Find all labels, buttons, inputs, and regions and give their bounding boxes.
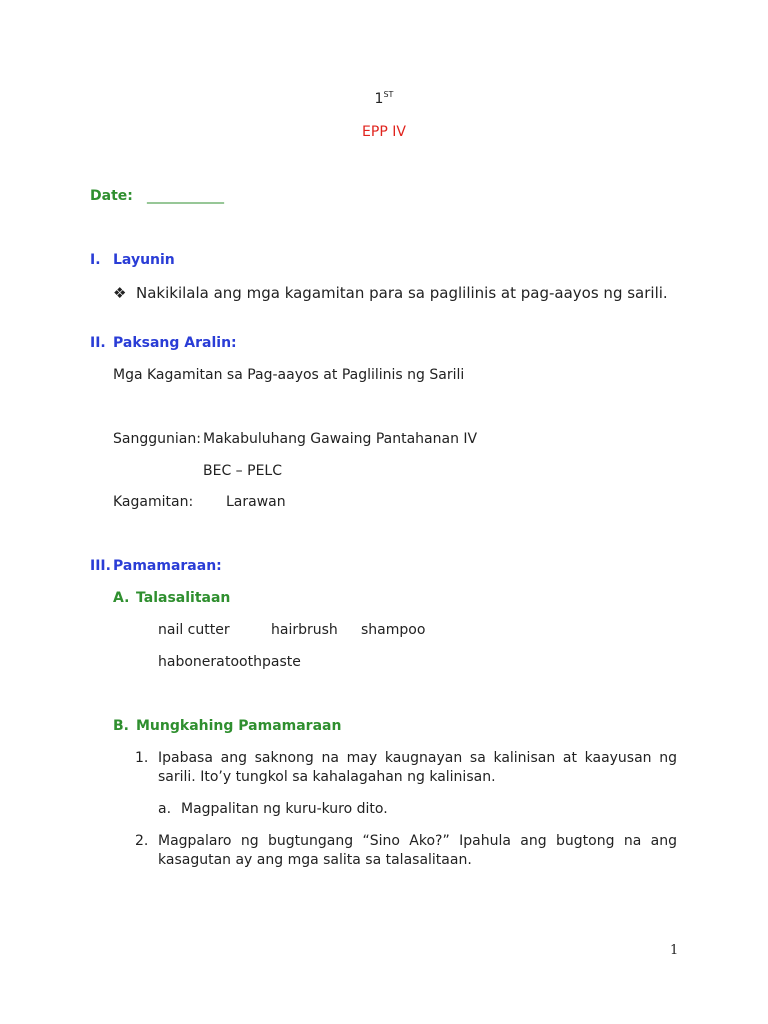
section2-heading: Paksang Aralin: bbox=[113, 335, 237, 351]
quarter-number: 1 bbox=[374, 91, 384, 107]
vocab-word: shampoo bbox=[361, 622, 426, 638]
materials-label: Kagamitan: bbox=[113, 494, 194, 510]
materials-value: Larawan bbox=[226, 494, 286, 510]
section3-heading: Pamamaraan: bbox=[113, 558, 222, 574]
section1-heading: Layunin bbox=[113, 252, 175, 268]
section1-numeral: I. bbox=[90, 252, 101, 268]
vocab-word: toothpaste bbox=[225, 654, 301, 670]
page-number: 1 bbox=[670, 943, 679, 958]
quarter-superscript: ST bbox=[383, 90, 394, 99]
list-item-text-line: sarili. Ito’y tungkol sa kahalagahan ng kalinisan. bbox=[158, 769, 496, 785]
list-item-number: 2. bbox=[135, 833, 149, 849]
subsection-a-heading: Talasalitaan bbox=[136, 590, 231, 606]
list-item-number: 1. bbox=[135, 750, 149, 766]
list-item-text-line: Ipabasa ang saknong na may kaugnayan sa kalinisan at kaayusan ng bbox=[158, 750, 677, 766]
date-blank: ___________ bbox=[147, 188, 224, 204]
bullet-icon: ❖ bbox=[113, 284, 127, 302]
topic-text: Mga Kagamitan sa Pag-aayos at Paglilinis ng Sarili bbox=[113, 367, 465, 383]
date-label: Date: bbox=[90, 188, 133, 204]
sub-list-letter: a. bbox=[158, 801, 172, 817]
list-item-text-line: Magpalaro ng bugtungang “Sino Ako?” Ipahula ang bugtong na ang bbox=[158, 833, 677, 849]
sub-list-text: Magpalitan ng kuru-kuro dito. bbox=[181, 801, 388, 817]
reference-label: Sanggunian: bbox=[113, 431, 201, 447]
subsection-b-heading: Mungkahing Pamamaraan bbox=[136, 718, 342, 734]
subsection-a-letter: A. bbox=[113, 590, 130, 606]
section2-numeral: II. bbox=[90, 335, 106, 351]
objective-text: Nakikilala ang mga kagamitan para sa paglilinis at pag-aayos ng sarili. bbox=[136, 284, 668, 302]
subsection-b-letter: B. bbox=[113, 718, 129, 734]
list-item-text-line: kasagutan ay ang mga salita sa talasalitaan. bbox=[158, 852, 472, 868]
quarter-label bbox=[0, 90, 768, 107]
vocab-word: nail cutter bbox=[158, 622, 230, 638]
document-title: EPP IV bbox=[362, 124, 406, 140]
section3-numeral: III. bbox=[90, 558, 111, 574]
reference-value: Makabuluhang Gawaing Pantahanan IV bbox=[203, 431, 478, 447]
vocab-word: hairbrush bbox=[271, 622, 338, 638]
reference-value-secondary: BEC – PELC bbox=[203, 463, 282, 479]
vocab-word: habonera bbox=[158, 654, 225, 670]
